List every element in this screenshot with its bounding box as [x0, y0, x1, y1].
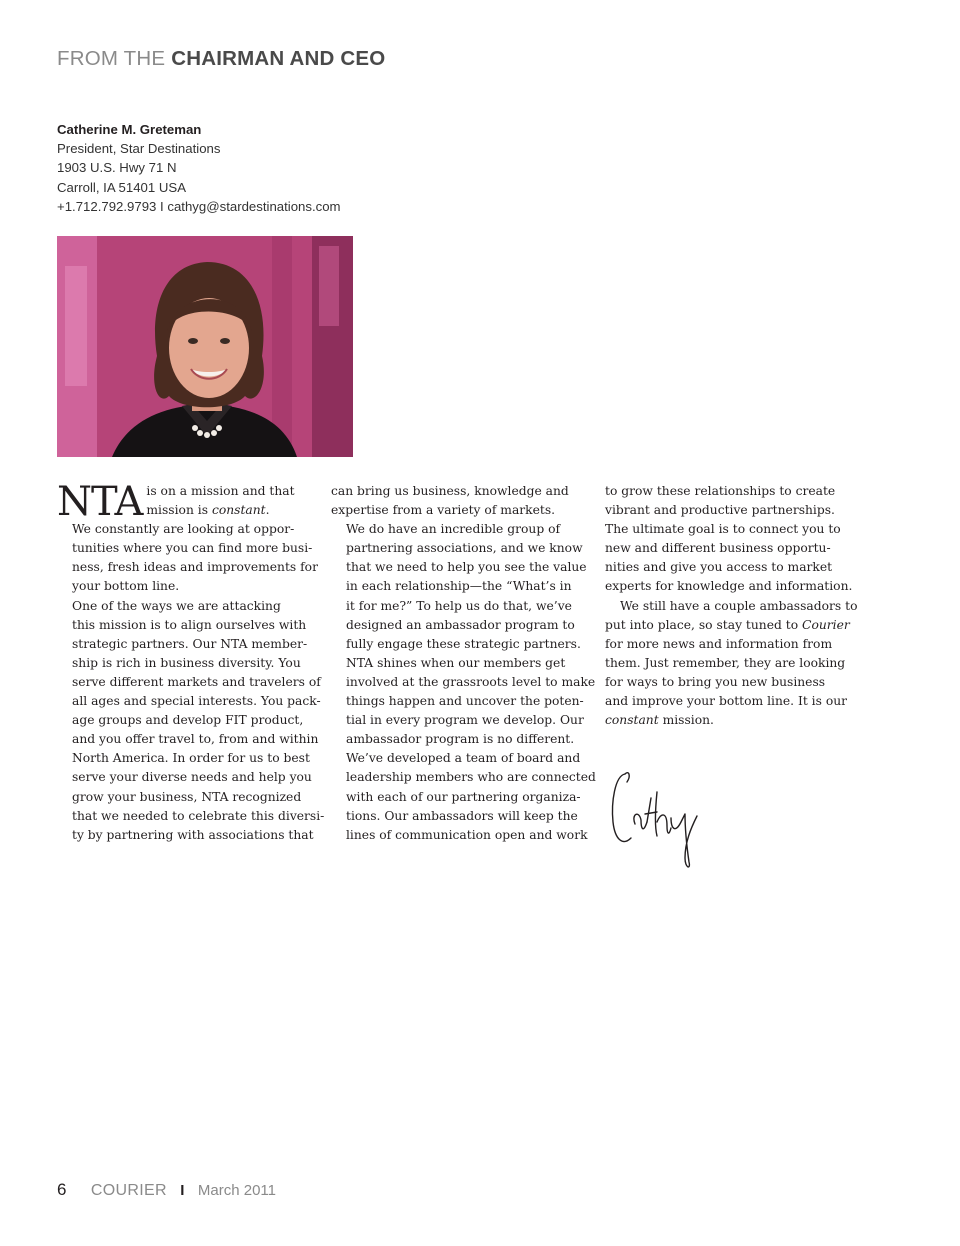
text-line: We constantly are looking at oppor-: [72, 522, 295, 537]
text-line: ship is rich in business diversity. You: [72, 655, 301, 670]
text-line: ambassador program is no different.: [346, 732, 575, 747]
text-line: serve your diverse needs and help you: [72, 770, 312, 785]
text-line: involved at the grassroots level to make: [346, 674, 596, 689]
header-title: CHAIRMAN AND CEO: [171, 47, 386, 70]
paragraph: [57, 597, 325, 845]
article-column-1: [57, 479, 325, 845]
contact-name: Catherine M. Greteman: [57, 122, 202, 137]
drop-cap: NTA: [57, 479, 143, 525]
contact-role: President, Star Destinations: [57, 141, 221, 157]
contact-address-line-2: Carroll, IA 51401 USA: [57, 179, 187, 195]
text-line: nities and give you access to market: [605, 560, 833, 575]
text-line: in each relationship—the “What’s in: [346, 579, 572, 594]
article-column-2: [331, 482, 596, 845]
paragraph: [331, 654, 596, 845]
emphasis: constant: [211, 503, 266, 518]
paragraph: [331, 520, 589, 654]
text-run: .: [265, 503, 270, 518]
text-line: for more news and information from: [605, 636, 833, 651]
text-line: vibrant and productive partnerships.: [605, 503, 835, 518]
contact-block: [57, 120, 341, 216]
text-line: leadership members who are connected: [346, 770, 596, 785]
text-run: mission is: [146, 503, 212, 518]
paragraph: [331, 482, 589, 520]
text-line: tions. Our ambassadors will keep the: [346, 808, 578, 823]
text-line: can bring us business, knowledge and: [331, 484, 569, 498]
text-line: things happen and uncover the poten-: [346, 694, 584, 709]
contact-address-line-1: 1903 U.S. Hwy 71 N: [57, 160, 177, 176]
text-line: NTA shines when our members get: [346, 655, 566, 670]
text-line: serve different markets and travelers of: [72, 674, 321, 689]
text-line: partnering associations, and we know: [346, 541, 583, 556]
text-line: grow your business, NTA recognized: [72, 789, 302, 804]
text-line: for ways to bring you new business: [605, 674, 826, 689]
contact-phone-email: +1.712.792.9793 I cathyg@stardestinations.com: [57, 198, 341, 214]
page-footer: [57, 1180, 276, 1200]
text-line: designed an ambassador program to: [346, 617, 575, 632]
text-line: with each of our partnering organiza-: [346, 789, 581, 804]
text-line: them. Just remember, they are looking: [605, 655, 846, 670]
issue-date: March 2011: [197, 1182, 276, 1199]
text-line: and you offer travel to, from and within: [72, 732, 319, 747]
text-line: tial in every program we develop. Our: [346, 713, 584, 728]
text-line: North America. In order for us to best: [72, 751, 310, 766]
text-line: tunities where you can find more busi-: [72, 541, 313, 556]
emphasis: Courier: [802, 617, 850, 632]
text-line: experts for knowledge and information.: [605, 579, 853, 594]
portrait-photo: [57, 236, 353, 457]
emphasis: constant: [605, 713, 659, 728]
text-run: put into place, so stay tuned to: [605, 617, 803, 632]
text-line: lines of communication open and work: [346, 827, 588, 842]
text-line: to grow these relationships to create: [605, 484, 836, 498]
text-line: all ages and special interests. You pack-: [72, 694, 321, 709]
text-line: is on a mission and that: [146, 484, 295, 498]
paragraph: [605, 597, 863, 731]
header-prefix: FROM THE: [57, 47, 166, 70]
text-line: The ultimate goal is to connect you to: [605, 522, 841, 537]
text-line: [605, 711, 863, 730]
paragraph: [57, 479, 315, 525]
text-line: and improve your bottom line. It is our: [605, 694, 848, 709]
text-line: it for me?” To help us do that, we’ve: [346, 598, 572, 613]
text-line: that we needed to celebrate this diversi-: [72, 808, 325, 823]
page-header: [57, 47, 385, 71]
text-line: We do have an incredible group of: [346, 522, 561, 537]
text-line: your bottom line.: [72, 579, 180, 594]
publication-name: COURIER: [90, 1182, 167, 1199]
text-line: We still have a couple ambassadors to: [620, 598, 858, 613]
text-line: this mission is to align ourselves with: [72, 617, 307, 632]
text-line: fully engage these strategic partners.: [346, 636, 581, 651]
text-line: expertise from a variety of markets.: [331, 503, 556, 518]
paragraph: [57, 520, 318, 596]
article-column-3: [605, 482, 863, 730]
text-line: age groups and develop FIT product,: [72, 713, 304, 728]
text-line: One of the ways we are attacking: [72, 598, 281, 613]
text-line: ness, fresh ideas and improvements for: [72, 560, 318, 575]
text-line: We’ve developed a team of board and: [346, 751, 581, 766]
text-line: new and different business opportu-: [605, 541, 831, 556]
page-number: 6: [57, 1180, 67, 1199]
text-line: ty by partnering with associations that: [72, 827, 314, 842]
text-line: that we need to help you see the value: [346, 560, 587, 575]
text-line: [605, 616, 863, 635]
text-line: strategic partners. Our NTA member-: [72, 636, 308, 651]
paragraph: [605, 482, 863, 597]
footer-separator: I: [180, 1182, 185, 1199]
text-run: mission.: [658, 713, 714, 728]
signature-image: [605, 762, 705, 872]
